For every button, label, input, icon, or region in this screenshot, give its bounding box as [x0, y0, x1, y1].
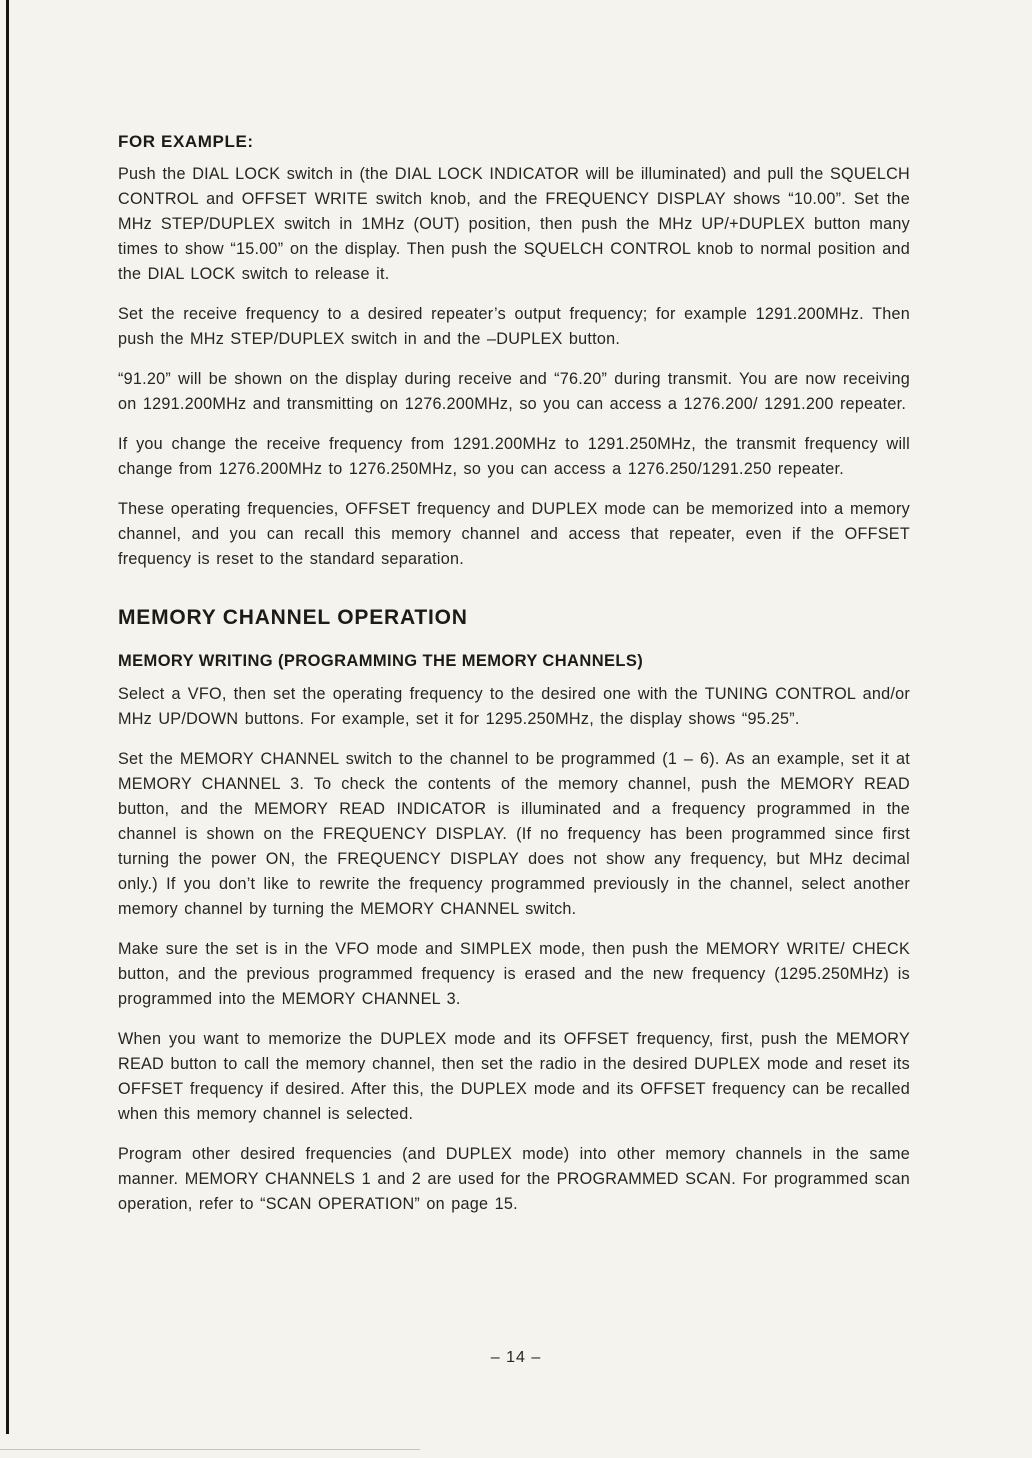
paragraph-change-receive-frequency: If you change the receive frequency from 1291.200MHz to 1291.250MHz, the transmit frequency will change from 1276.200MHz to 1276.250MHz, so you can access a 1276.250/1291.250 repeater.	[118, 435, 910, 478]
paragraph-memorize-duplex-offset: When you want to memorize the DUPLEX mode and its OFFSET frequency, first, push the MEMORY READ button to call the memory channel, then set the radio in the desired DUPLEX mode and reset its OFFSET frequency if desired. After this, the DUPLEX mode and its OFFSET frequency can be recalled when this memory channel is selected.	[118, 1030, 910, 1123]
page-number: – 14 –	[490, 1349, 542, 1366]
scan-bottom-edge-line	[0, 1449, 420, 1450]
page-content	[118, 132, 910, 1232]
page-binding-edge-line	[6, 0, 9, 1434]
paragraph-memory-write-check: Make sure the set is in the VFO mode and SIMPLEX mode, then push the MEMORY WRITE/ CHECK button, and the previous programmed frequency is erased and the new frequency (1295.250MHz) is programmed into the MEMORY CHANNEL 3.	[118, 940, 910, 1008]
paragraph-dial-lock-example: Push the DIAL LOCK switch in (the DIAL LOCK INDICATOR will be illuminated) and pull the SQUELCH CONTROL and OFFSET WRITE switch knob, and the FREQUENCY DISPLAY shows “10.00”. Set the MHz STEP/DUPLEX switch in 1MHz (OUT) position, then push the MHz UP/+DUPLEX button many times to show “15.00” on the display. Then push the SQUELCH CONTROL knob to normal position and the DIAL LOCK switch to release it.	[118, 165, 910, 283]
paragraph-memory-channel-switch: Set the MEMORY CHANNEL switch to the channel to be programmed (1 – 6). As an example, set it at MEMORY CHANNEL 3. To check the contents of the memory channel, push the MEMORY READ button, and the MEMORY READ INDICATOR is illuminated and a frequency programmed in the channel is shown on the FREQUENCY DISPLAY. (If no frequency has been programmed since first turning the power ON, the FREQUENCY DISPLAY does not show any frequency, but MHz decimal only.) If you don’t like to rewrite the frequency programmed previously in the channel, select another memory channel by turning the MEMORY CHANNEL switch.	[118, 750, 910, 918]
heading-for-example: FOR EXAMPLE:	[118, 132, 254, 151]
paragraph-display-during-receive: “91.20” will be shown on the display during receive and “76.20” during transmit. You are now receiving on 1291.200MHz and transmitting on 1276.200MHz, so you can access a 1276.200/ 1291.200 repeater.	[118, 370, 910, 413]
paragraph-select-vfo: Select a VFO, then set the operating frequency to the desired one with the TUNING CONTROL and/or MHz UP/DOWN buttons. For example, set it for 1295.250MHz, the display shows “95.25”.	[118, 685, 910, 728]
heading-memory-channel-operation: MEMORY CHANNEL OPERATION	[118, 606, 468, 629]
paragraph-set-receive-frequency: Set the receive frequency to a desired repeater’s output frequency; for example 1291.200MHz. Then push the MHz STEP/DUPLEX switch in and the –DUPLEX button.	[118, 305, 910, 348]
paragraph-program-other-channels: Program other desired frequencies (and DUPLEX mode) into other memory channels in the same manner. MEMORY CHANNELS 1 and 2 are used for the PROGRAMMED SCAN. For programmed scan operation, refer to “SCAN OPERATION” on page 15.	[118, 1145, 910, 1213]
paragraph-memorize-frequencies: These operating frequencies, OFFSET frequency and DUPLEX mode can be memorized into a memory channel, and you can recall this memory channel and access that repeater, even if the OFFSET frequency is reset to the standard separation.	[118, 500, 910, 568]
heading-memory-writing: MEMORY WRITING (PROGRAMMING THE MEMORY CHANNELS)	[118, 652, 644, 670]
